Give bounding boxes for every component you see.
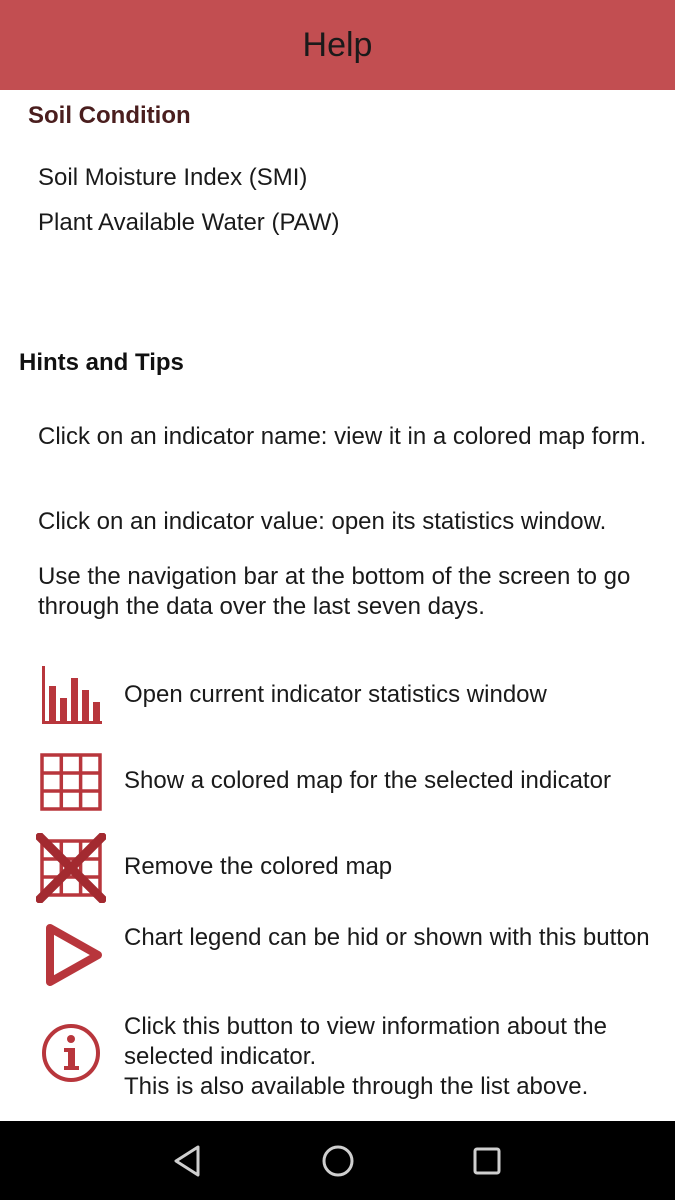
grid-icon — [36, 747, 106, 817]
indicator-link-smi[interactable]: Soil Moisture Index (SMI) — [38, 164, 308, 191]
icon-help-text: Show a colored map for the selected indicator — [124, 767, 611, 794]
icon-help-row — [0, 747, 675, 817]
system-nav-bar — [0, 1121, 675, 1200]
app-header — [0, 0, 675, 90]
icon-help-row — [0, 1013, 675, 1118]
play-icon — [36, 920, 106, 990]
icon-help-row — [0, 920, 675, 990]
soil-condition-heading: Soil Condition — [28, 102, 191, 129]
indicator-link-paw[interactable]: Plant Available Water (PAW) — [38, 209, 340, 236]
hints-heading: Hints and Tips — [19, 349, 184, 376]
icon-help-text: Chart legend can be hid or shown with this button — [124, 924, 650, 951]
back-icon[interactable] — [168, 1141, 208, 1181]
icon-help-row — [0, 833, 675, 903]
home-icon[interactable] — [318, 1141, 358, 1181]
hint-text: Click on an indicator name: view it in a colored map form. — [38, 423, 647, 450]
help-content[interactable] — [0, 90, 675, 1121]
hint-text: Use the navigation bar at the bottom of the screen to go through the data over the last seven days. — [38, 563, 631, 620]
icon-help-text: Click this button to view information about the selected indicator. This is also available through the list above. — [124, 1013, 607, 1100]
bar-chart-icon — [36, 660, 106, 730]
icon-help-text: Remove the colored map — [124, 853, 393, 880]
page-title: Help — [302, 25, 373, 64]
icon-help-row — [0, 660, 675, 730]
icon-help-text: Open current indicator statistics window — [124, 681, 547, 708]
recents-icon[interactable] — [467, 1141, 507, 1181]
hint-text: Click on an indicator value: open its statistics window. — [38, 508, 607, 535]
info-icon — [36, 1018, 106, 1088]
remove-map-icon — [36, 833, 106, 903]
